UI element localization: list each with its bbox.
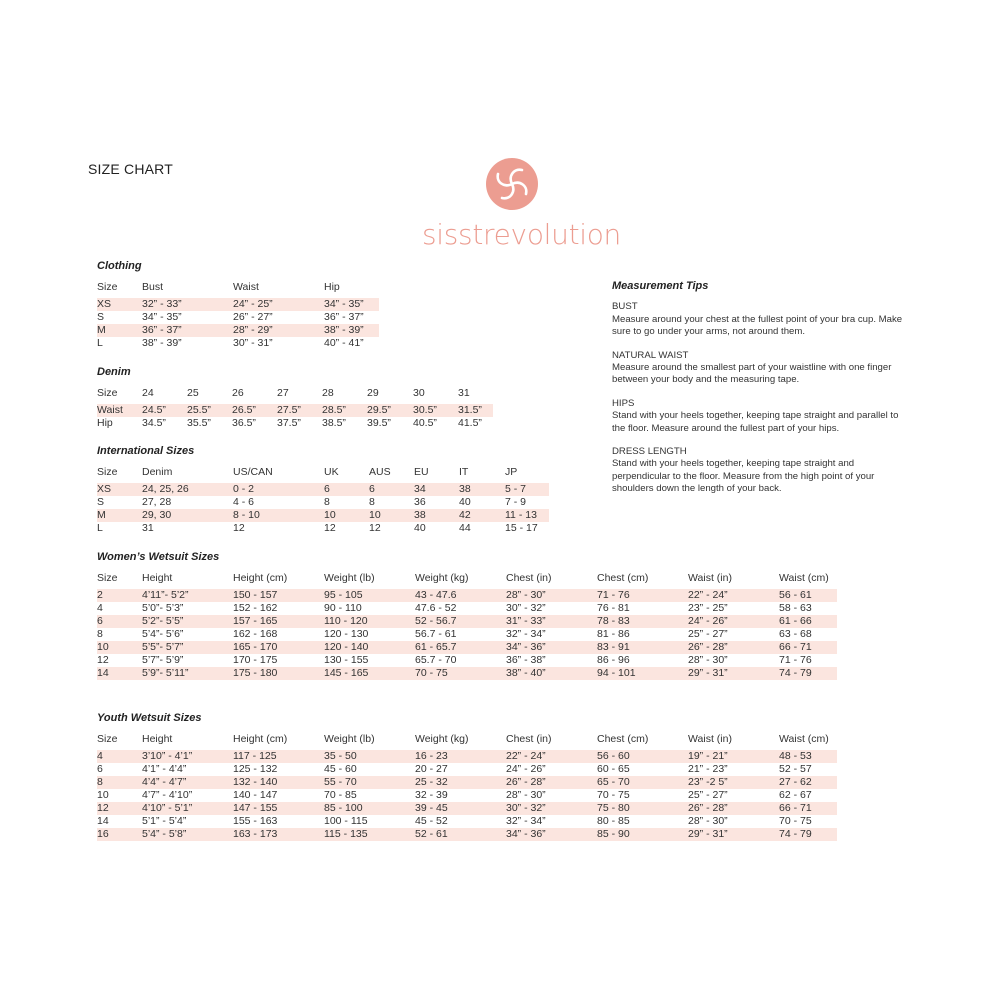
table-cell: 36” - 37” [324, 311, 364, 323]
table-cell: 5’9”- 5’11” [142, 667, 233, 680]
table-row [97, 509, 549, 522]
table-cell: 150 - 157 [233, 589, 324, 602]
table-cell: 26” - 28” [506, 776, 597, 789]
column-header: Denim [142, 466, 173, 478]
table-cell: 90 - 110 [324, 602, 362, 614]
table-cell: 22” - 24” [506, 750, 597, 763]
table-cell: 110 - 120 [324, 615, 415, 628]
table-cell: 31 [142, 522, 154, 534]
table-header-row [97, 464, 549, 483]
table-cell: 65.7 - 70 [415, 654, 457, 666]
table-cell: 125 - 132 [233, 763, 278, 775]
table-cell: 71 - 76 [779, 654, 812, 666]
table-cell: 4’7” - 4’10” [142, 789, 193, 801]
table-cell: 63 - 68 [779, 628, 812, 640]
table-cell: 5’1” - 5’4” [142, 815, 187, 827]
table-cell: XS [97, 483, 142, 496]
table-cell: 117 - 125 [233, 750, 324, 763]
table-cell: 75 - 80 [597, 802, 688, 815]
column-header: EU [414, 466, 429, 478]
table-cell: 95 - 105 [324, 589, 415, 602]
international-title: International Sizes [97, 445, 195, 457]
table-cell: 6 [97, 615, 142, 628]
table-cell: 27.5” [277, 404, 322, 417]
table-cell: 16 [97, 828, 142, 841]
table-cell: 6 [97, 763, 103, 775]
tip-heading: DRESS LENGTH [612, 446, 687, 458]
tip-heading: NATURAL WAIST [612, 349, 689, 361]
table-row [97, 776, 837, 789]
table-cell: 56.7 - 61 [415, 628, 457, 640]
table-cell: 30.5” [413, 404, 458, 417]
column-header: Size [97, 572, 118, 584]
table-cell: 8 [324, 496, 330, 508]
tip-natural-waist [612, 350, 912, 387]
table-cell: 43 - 47.6 [415, 589, 506, 602]
page-title: SIZE CHART [88, 161, 173, 177]
table-cell: 45 - 52 [415, 815, 448, 827]
table-cell: 100 - 115 [324, 815, 368, 827]
table-cell: Waist [97, 404, 142, 417]
table-row [97, 763, 837, 776]
table-row [97, 615, 837, 628]
column-header: Size [97, 387, 118, 399]
measurement-tips [612, 280, 912, 507]
youth-wetsuit-title: Youth Wetsuit Sizes [97, 712, 202, 724]
table-cell: 25 - 32 [415, 776, 506, 789]
table-cell: 32” - 34” [506, 628, 546, 640]
table-cell: 5 - 7 [505, 483, 549, 496]
table-cell: 15 - 17 [505, 522, 538, 534]
table-cell: 56 - 60 [597, 750, 688, 763]
column-header: Size [97, 466, 118, 478]
table-cell: 34 [414, 483, 459, 496]
youth-wetsuit-table [97, 731, 837, 841]
table-cell: 28” - 30” [506, 589, 597, 602]
column-header: Bust [142, 281, 164, 293]
table-cell: 26” - 28” [688, 802, 779, 815]
table-cell: 38 [459, 483, 505, 496]
table-row [97, 298, 379, 311]
table-row [97, 641, 837, 654]
table-row [97, 667, 837, 680]
table-cell: 83 - 91 [597, 641, 688, 654]
table-cell: XS [97, 298, 142, 311]
table-cell: 28” - 30” [688, 815, 728, 827]
table-cell: 2 [97, 589, 142, 602]
table-cell: 140 - 147 [233, 789, 278, 801]
column-header: 31 [458, 387, 470, 399]
table-cell: Hip [97, 417, 113, 429]
table-row [97, 802, 837, 815]
column-header: Chest (cm) [597, 572, 649, 584]
table-cell: 4’11”- 5’2” [142, 589, 233, 602]
table-row [97, 324, 379, 337]
table-cell: 10 [369, 509, 414, 522]
table-cell: 32” - 33” [142, 298, 233, 311]
table-cell: 21” - 23” [688, 763, 728, 775]
column-header: Weight (kg) [415, 733, 469, 745]
table-row [97, 602, 837, 615]
table-cell: 10 [97, 641, 142, 654]
column-header: AUS [369, 466, 391, 478]
table-cell: 74 - 79 [779, 828, 837, 841]
table-cell: 35 - 50 [324, 750, 415, 763]
table-cell: 81 - 86 [597, 628, 630, 640]
table-cell: 30” - 31” [233, 337, 273, 349]
table-cell: L [97, 522, 103, 534]
table-cell: 115 - 135 [324, 828, 415, 841]
table-cell: 120 - 130 [324, 628, 369, 640]
table-cell: 29.5” [367, 404, 413, 417]
table-cell: 28” - 29” [233, 324, 324, 337]
table-cell: 60 - 65 [597, 763, 630, 775]
table-cell: 40 [459, 496, 471, 508]
table-cell: 7 - 9 [505, 496, 527, 508]
table-cell: 86 - 96 [597, 654, 630, 666]
table-row [97, 337, 379, 350]
table-cell: 70 - 85 [324, 789, 357, 801]
column-header: 28 [322, 387, 334, 399]
table-cell: 38.5” [322, 417, 346, 429]
table-cell: 36.5” [232, 417, 256, 429]
table-cell: 28” - 30” [688, 654, 728, 666]
table-cell: 47.6 - 52 [415, 602, 457, 614]
table-cell: 152 - 162 [233, 602, 278, 614]
table-cell: 12 [97, 802, 142, 815]
table-cell: 70 - 75 [415, 667, 506, 680]
tip-heading: HIPS [612, 397, 635, 409]
table-cell: 5’0”- 5’3” [142, 602, 184, 614]
international-table [97, 464, 549, 535]
column-header: Height [142, 572, 173, 584]
table-cell: 157 - 165 [233, 615, 324, 628]
table-cell: 70 - 75 [779, 815, 812, 827]
column-header: 25 [187, 387, 199, 399]
table-cell: 145 - 165 [324, 667, 415, 680]
table-cell: 71 - 76 [597, 589, 688, 602]
table-row [97, 828, 837, 841]
table-cell: 10 [97, 789, 109, 801]
table-row [97, 496, 549, 509]
column-header: Weight (lb) [324, 572, 375, 584]
table-row [97, 417, 493, 430]
table-cell: 58 - 63 [779, 602, 812, 614]
table-cell: 24” - 26” [506, 763, 546, 775]
table-row [97, 483, 549, 496]
table-cell: 23” - 25” [688, 602, 728, 614]
table-cell: 94 - 101 [597, 667, 688, 680]
table-cell: 34” - 35” [324, 298, 379, 311]
table-row [97, 815, 837, 828]
table-header-row [97, 570, 837, 589]
table-cell: 36” - 37” [142, 324, 233, 337]
table-cell: 12 [324, 522, 336, 534]
table-cell: S [97, 496, 105, 508]
table-cell: 61 - 65.7 [415, 641, 506, 654]
table-cell: 4 [97, 750, 142, 763]
tip-text: Measure around the smallest part of your waistline with one finger between your body and the measuring tape. [612, 362, 892, 386]
clothing-title: Clothing [97, 260, 142, 272]
table-cell: 36” - 38” [506, 654, 546, 666]
table-cell: 4 - 6 [233, 496, 255, 508]
table-cell: 3’10” - 4’1” [142, 750, 233, 763]
table-cell: 26” - 28” [688, 641, 779, 654]
table-cell: 45 - 60 [324, 763, 357, 775]
table-cell: 36 [414, 496, 426, 508]
table-header-row [97, 385, 493, 404]
column-header: 30 [413, 387, 425, 399]
table-cell: 44 [459, 522, 471, 534]
womens-wetsuit-table [97, 570, 837, 680]
table-cell: 5’4” - 5’8” [142, 828, 233, 841]
table-cell: 8 [97, 628, 103, 640]
table-cell: 6 [369, 483, 414, 496]
table-cell: 55 - 70 [324, 776, 415, 789]
table-cell: 29” - 31” [688, 667, 779, 680]
table-cell: 155 - 163 [233, 815, 278, 827]
column-header: JP [505, 466, 518, 478]
column-header: Weight (lb) [324, 733, 375, 745]
column-header: Height (cm) [233, 572, 288, 584]
table-cell: 29” - 31” [688, 828, 779, 841]
table-cell: 28.5” [322, 404, 367, 417]
table-row [97, 654, 837, 667]
table-cell: 22” - 24” [688, 589, 779, 602]
table-cell: 38 [414, 509, 459, 522]
column-header: Waist (cm) [779, 572, 829, 584]
table-cell: 147 - 155 [233, 802, 324, 815]
table-cell: 132 - 140 [233, 776, 324, 789]
table-cell: 0 - 2 [233, 483, 324, 496]
table-cell: S [97, 311, 105, 323]
column-header: 24 [142, 387, 154, 399]
table-cell: 76 - 81 [597, 602, 630, 614]
table-cell: 14 [97, 815, 109, 827]
table-cell: 34” - 35” [142, 311, 182, 323]
table-cell: 20 - 27 [415, 763, 448, 775]
column-header: 29 [367, 387, 379, 399]
table-cell: 48 - 53 [779, 750, 837, 763]
table-cell: 61 - 66 [779, 615, 837, 628]
table-cell: 6 [324, 483, 369, 496]
column-header: Waist (in) [688, 733, 732, 745]
table-cell: 41.5” [458, 417, 482, 429]
table-cell: 12 [233, 522, 245, 534]
table-cell: 5’7”- 5’9” [142, 654, 184, 666]
table-cell: 70 - 75 [597, 789, 630, 801]
tips-title: Measurement Tips [612, 280, 709, 292]
table-cell: 8 [369, 496, 375, 508]
table-cell: 5’2”- 5’5” [142, 615, 233, 628]
table-cell: 24” - 26” [688, 615, 779, 628]
table-cell: 42 [459, 509, 505, 522]
table-cell: 31.5” [458, 404, 493, 417]
table-cell: 38” - 39” [142, 337, 182, 349]
table-cell: 34.5” [142, 417, 166, 429]
table-cell: 40.5” [413, 417, 437, 429]
table-cell: 39 - 45 [415, 802, 506, 815]
table-cell: 23” -2 5” [688, 776, 779, 789]
table-cell: 35.5” [187, 417, 211, 429]
table-cell: 39.5” [367, 417, 391, 429]
table-row [97, 589, 837, 602]
table-cell: 40 [414, 522, 426, 534]
table-cell: 26.5” [232, 404, 277, 417]
table-row [97, 628, 837, 641]
table-cell: 34” - 36” [506, 641, 597, 654]
table-row [97, 311, 379, 324]
column-header: Weight (kg) [415, 572, 469, 584]
table-cell: 27 - 62 [779, 776, 837, 789]
table-cell: 52 - 56.7 [415, 615, 506, 628]
table-cell: 8 - 10 [233, 509, 324, 522]
table-cell: 65 - 70 [597, 776, 688, 789]
table-cell: 5’4”- 5’6” [142, 628, 184, 640]
table-cell: 30” - 32” [506, 802, 597, 815]
table-cell: 85 - 100 [324, 802, 415, 815]
table-cell: M [97, 509, 142, 522]
table-cell: 8 [97, 776, 142, 789]
tip-bust [612, 301, 912, 338]
table-cell: L [97, 337, 103, 349]
column-header: Size [97, 281, 118, 293]
table-cell: 24, 25, 26 [142, 483, 233, 496]
table-cell: 19” - 21” [688, 750, 779, 763]
table-cell: 24.5” [142, 404, 187, 417]
column-header: 26 [232, 387, 244, 399]
column-header: Chest (cm) [597, 733, 649, 745]
table-cell: 38” - 39” [324, 324, 379, 337]
column-header: Hip [324, 281, 340, 293]
table-cell: 32 - 39 [415, 789, 448, 801]
table-cell: 10 [324, 509, 369, 522]
table-cell: 11 - 13 [505, 509, 549, 522]
table-cell: 162 - 168 [233, 628, 278, 640]
table-cell: 31” - 33” [506, 615, 597, 628]
table-cell: 12 [369, 522, 381, 534]
table-cell: 170 - 175 [233, 654, 278, 666]
table-row [97, 522, 549, 535]
tip-dress-length [612, 446, 912, 496]
table-header-row [97, 731, 837, 750]
table-cell: 25” - 27” [688, 789, 728, 801]
table-row [97, 750, 837, 763]
column-header: Height (cm) [233, 733, 288, 745]
table-cell: 52 - 61 [415, 828, 506, 841]
table-cell: 78 - 83 [597, 615, 688, 628]
table-cell: 16 - 23 [415, 750, 506, 763]
column-header: Size [97, 733, 118, 745]
table-cell: 27, 28 [142, 496, 172, 508]
table-cell: 165 - 170 [233, 641, 324, 654]
clothing-table [97, 279, 379, 350]
table-row [97, 789, 837, 802]
table-cell: 24” - 25” [233, 298, 324, 311]
table-cell: 40” - 41” [324, 337, 364, 349]
column-header: Chest (in) [506, 733, 552, 745]
table-cell: 32” - 34” [506, 815, 546, 827]
table-cell: 14 [97, 667, 142, 680]
table-cell: 37.5” [277, 417, 301, 429]
table-cell: 52 - 57 [779, 763, 812, 775]
column-header: Waist (cm) [779, 733, 829, 745]
tip-hips [612, 398, 912, 435]
table-cell: 120 - 140 [324, 641, 415, 654]
column-header: US/CAN [233, 466, 273, 478]
table-cell: 28” - 30” [506, 789, 546, 801]
table-cell: 34” - 36” [506, 828, 597, 841]
column-header: Height [142, 733, 173, 745]
table-cell: 66 - 71 [779, 641, 837, 654]
table-header-row [97, 279, 379, 298]
tip-text: Stand with your heels together, keeping tape straight and parallel to the floor. Measure around the fullest part of your hips. [612, 410, 899, 434]
denim-title: Denim [97, 366, 131, 378]
womens-wetsuit-title: Women’s Wetsuit Sizes [97, 551, 220, 563]
table-cell: 25.5” [187, 404, 232, 417]
table-cell: 74 - 79 [779, 667, 837, 680]
table-cell: 5’5”- 5’7” [142, 641, 233, 654]
table-row [97, 404, 493, 417]
table-cell: 85 - 90 [597, 828, 688, 841]
table-cell: 66 - 71 [779, 802, 837, 815]
table-cell: 25” - 27” [688, 628, 728, 640]
denim-table [97, 385, 493, 430]
column-header: Waist [233, 281, 259, 293]
table-cell: 4’1” - 4’4” [142, 763, 187, 775]
table-cell: 26” - 27” [233, 311, 273, 323]
table-cell: 56 - 61 [779, 589, 837, 602]
table-cell: 80 - 85 [597, 815, 630, 827]
column-header: Waist (in) [688, 572, 732, 584]
table-cell: 29, 30 [142, 509, 233, 522]
table-cell: 130 - 155 [324, 654, 369, 666]
brand-wordmark: sisstrevolution [422, 218, 622, 251]
column-header: 27 [277, 387, 289, 399]
tip-heading: BUST [612, 301, 638, 313]
table-cell: M [97, 324, 142, 337]
column-header: Chest (in) [506, 572, 552, 584]
table-cell: 4’4” - 4’7” [142, 776, 233, 789]
table-cell: 62 - 67 [779, 789, 812, 801]
column-header: UK [324, 466, 339, 478]
table-cell: 4 [97, 602, 103, 614]
table-cell: 163 - 173 [233, 828, 324, 841]
table-cell: 175 - 180 [233, 667, 324, 680]
table-cell: 12 [97, 654, 109, 666]
table-cell: 38” - 40” [506, 667, 597, 680]
tip-text: Measure around your chest at the fullest point of your bra cup. Make sure to go under your arms, not around them. [612, 313, 903, 338]
tip-text: Stand with your heels together, keeping tape straight and perpendicular to the floor. Measure from the high point of your shoulders down the length of your back. [612, 458, 875, 495]
table-cell: 30” - 32” [506, 602, 546, 614]
table-cell: 4’10” - 5’1” [142, 802, 233, 815]
column-header: IT [459, 466, 469, 478]
brand-logo-icon [486, 158, 538, 210]
